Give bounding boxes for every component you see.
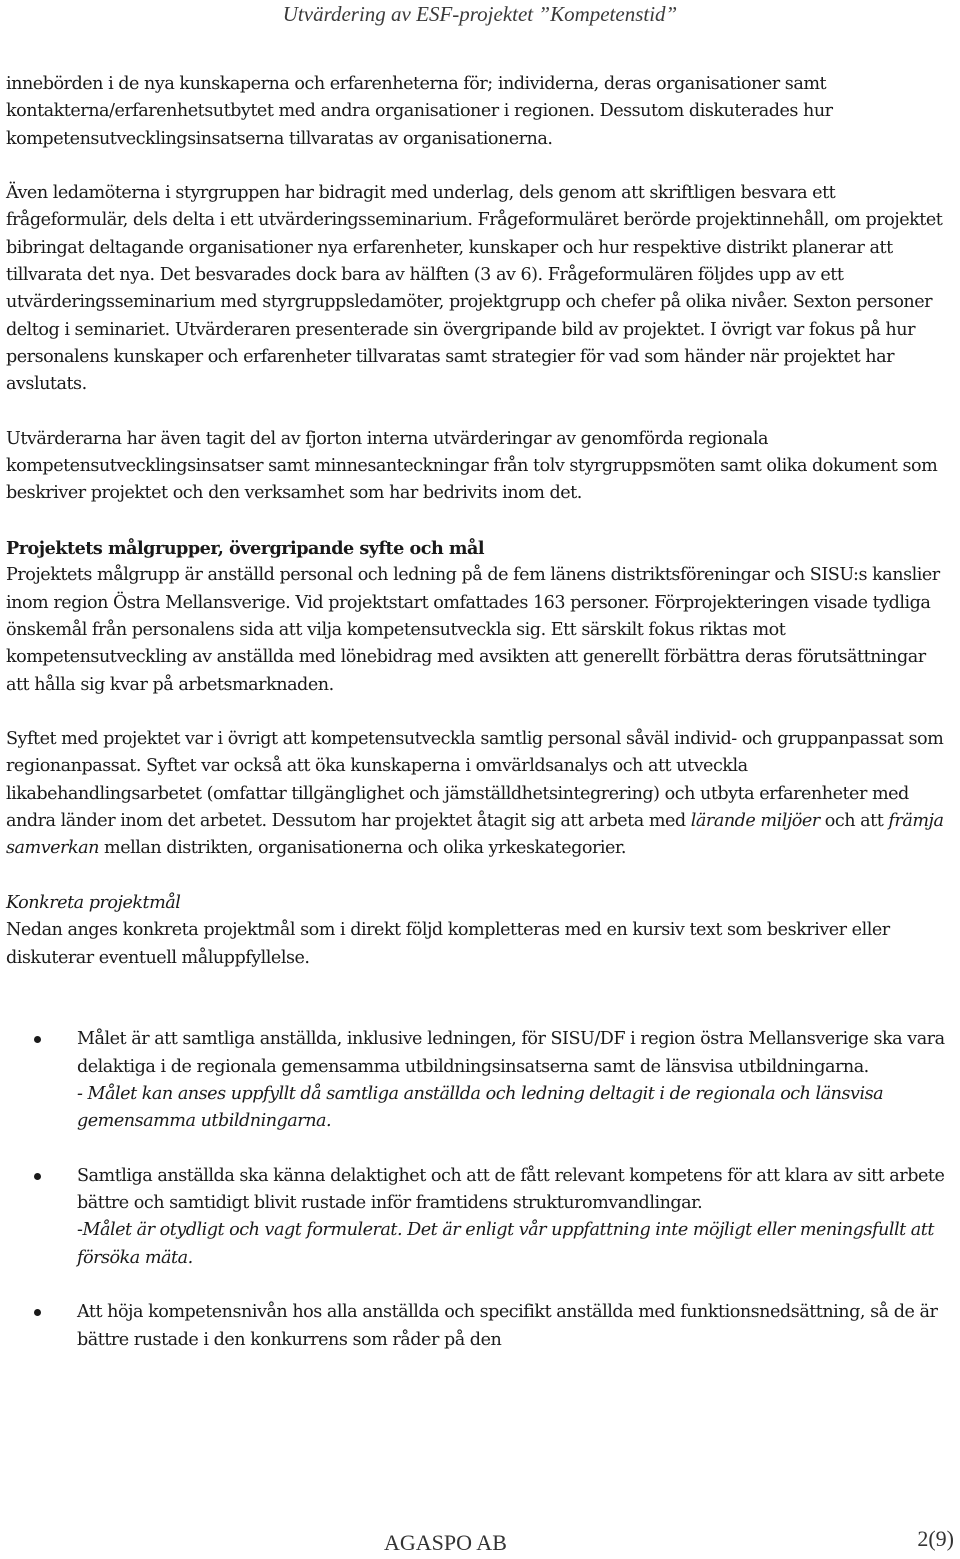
goals-list: [6, 1026, 946, 1354]
paragraph-spacer: [6, 508, 946, 535]
paragraph-purpose: [6, 726, 946, 862]
list-spacer: [6, 1272, 946, 1299]
paragraph-goals-intro: Nedan anges konkreta projektmål som i direkt följd kompletteras med en kursiv text som beskriver eller diskuterar eventuell måluppfyllelse.: [6, 920, 890, 968]
section-heading: Projektets målgrupper, övergripande syfte och mål: [6, 538, 485, 560]
emphasis-promote-cooperation: främja samverkan: [6, 811, 944, 859]
document-body: [6, 71, 946, 1354]
purpose-text: Syftet med projektet var i övrigt att kompetensutveckla samtlig personal såväl individ- och gruppanpassat som regionanpassat. Syftet var också att öka kunskaperna i omvärldsanalys och att utveckla likabehandlingsarbetet (omfattar tillgänglighet och jämställdhetsintegrering) och utbyta erfarenheter med andra länder inom det arbetet. Dessutom har projektet åtagit sig att arbeta med: [6, 729, 944, 832]
paragraph-internal-evaluations: Utvärderarna har även tagit del av fjorton interna utvärderingar av genomförda regionala kompetensutvecklingsinsatser samt minnesanteckningar från tolv styrgruppsmöten samt olika dokument som beskriver projektet och den verksamhet som har bedrivits inom det.: [6, 428, 938, 504]
goal-comment: - Målet kan anses uppfyllt då samtliga anställda och ledning deltagit i de regionala och länsvisa gemensamma utbildningarna.: [77, 1083, 884, 1132]
subsection-heading: Konkreta projektmål: [6, 892, 181, 913]
paragraph-spacer: [6, 399, 946, 426]
page-header-title: Utvärdering av ESF-projektet ”Kompetenstid”: [282, 2, 678, 26]
paragraph-spacer: [6, 972, 946, 999]
goal-text: Samtliga anställda ska känna delaktighet och att de fått relevant kompetens för att klara av sitt arbete bättre och samtidigt blivit rustade inför framtidens strukturomvandlingar.: [77, 1165, 945, 1214]
paragraph-evaluation-method: innebörden i de nya kunskaperna och erfarenheterna för; individerna, deras organisationer samt kontakterna/erfarenhetsutbytet med andra organisationer i regionen. Dessutom diskuterades hur kompetensutvecklingsinsatserna tillvaratas av organisationerna.: [6, 74, 833, 149]
list-item: [6, 1026, 946, 1135]
list-spacer: [6, 1136, 946, 1163]
bullet-icon: [34, 1036, 41, 1043]
bullet-icon: [34, 1173, 41, 1180]
purpose-text-connector: och att: [819, 811, 889, 832]
footer-page-number: 2(9): [917, 1526, 954, 1551]
paragraph-spacer: [6, 999, 946, 1026]
paragraph-steering-group: Även ledamöterna i styrgruppen har bidragit med underlag, dels genom att skriftligen besvara ett frågeformulär, dels delta i ett utvärderingsseminarium. Frågeformuläret berörde projektinnehåll, om projektet bibringat deltagande organisationer nya erfarenheter, kunskaper och hur respektive distrikt planerar att tillvarata det nya. Det besvarades dock bara av hälften (3 av 6). Frågeformulären följdes upp av ett utvärderingsseminarium med styrgruppsledamöter, projektgrupp och chefer på olika nivåer. Sexton personer deltog i seminariet. Utvärderaren presenterade sin övergripande bild av projektet. I övrigt var fokus på hur personalens kunskaper och erfarenheter tillvaratas samt strategier för vad som händer när projektet har avslutats.: [6, 183, 943, 395]
emphasis-learning-environments: lärande miljöer: [690, 811, 820, 832]
goal-text: Målet är att samtliga anställda, inklusive ledningen, för SISU/DF i region östra Mellansverige ska vara delaktiga i de regionala gemensamma utbildningsinsatserna samt de länsvisa utbildningarna.: [77, 1029, 945, 1077]
purpose-text-end: mellan distrikten, organisationerna och olika yrkeskategorier.: [98, 838, 626, 859]
list-item: [6, 1163, 946, 1272]
bullet-icon: [34, 1309, 41, 1316]
footer-company-name: AGASPO AB: [384, 1530, 507, 1555]
paragraph-spacer: [6, 863, 946, 890]
goal-comment: -Målet är otydligt och vagt formulerat. Det är enligt vår uppfattning inte möjligt eller meningsfullt att försöka mäta.: [77, 1220, 934, 1268]
paragraph-spacer: [6, 699, 946, 726]
paragraph-target-group: Projektets målgrupp är anställd personal och ledning på de fem länens distriktsföreningar och SISU:s kanslier inom region Östra Mellansverige. Vid projektstart omfattades 163 personer. Förprojekteringen visade tydliga önskemål från personalens sida att vilja kompetensutveckla sig. Ett särskilt fokus riktas mot kompetensutveckling av anställda med lönebidrag med avsikten att generellt förbättra deras förutsättningar att hålla sig kvar på arbetsmarknaden.: [6, 565, 940, 695]
list-item: [6, 1299, 946, 1354]
goal-text: Att höja kompetensnivån hos alla anställda och specifikt anställda med funktionsnedsättning, så de är bättre rustade i den konkurrens som råder på den: [77, 1302, 938, 1350]
paragraph-spacer: [6, 153, 946, 180]
